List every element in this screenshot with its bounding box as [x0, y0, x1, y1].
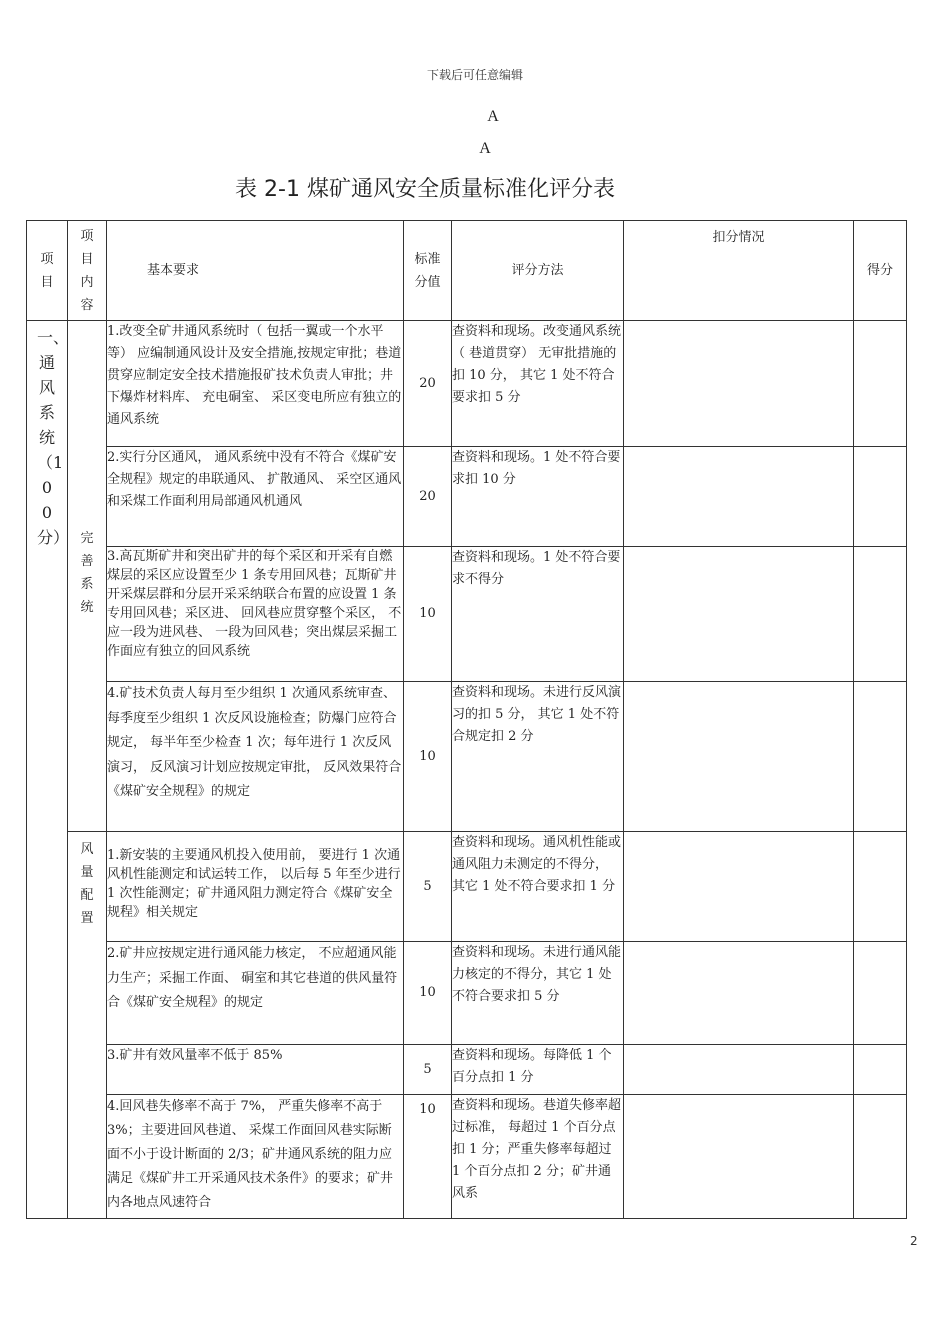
table-row — [27, 1095, 907, 1219]
table-row — [27, 832, 907, 942]
score-cell[interactable] — [854, 547, 907, 682]
header-item: 项目 — [27, 221, 68, 321]
score-cell[interactable] — [854, 1045, 907, 1095]
standard-score-cell: 20 — [404, 447, 452, 547]
deduction-cell[interactable] — [624, 682, 854, 832]
header-standard-score: 标准分值 — [404, 221, 452, 321]
header-note: 下载后可任意编辑 — [426, 68, 523, 82]
standard-score-cell: 5 — [404, 832, 452, 942]
header-deduction: 扣分情况 — [624, 221, 854, 321]
standard-score-cell: 10 — [404, 547, 452, 682]
method-cell: 查资料和现场。每降低 1 个百分点扣 1 分 — [452, 1045, 624, 1095]
standard-score-cell: 5 — [404, 1045, 452, 1095]
requirement-cell: 4.矿技术负责人每月至少组织 1 次通风系统审查、 每季度至少组织 1 次反风设施检查；防爆门应符合规定， 每半年至少检查 1 次；每年进行 1 次反风演习， 反风演习计划应按规定审批， 反风效果符合《煤矿安全规程》的规定 — [107, 682, 404, 832]
group-name-cell: 完善系统 — [68, 321, 107, 832]
requirement-cell: 2.矿井应按规定进行通风能力核定， 不应超通风能力生产；采掘工作面、 硐室和其它巷道的供风量符合《煤矿安全规程》的规定 — [107, 942, 404, 1045]
score-cell[interactable] — [854, 321, 907, 447]
deduction-cell[interactable] — [624, 1095, 854, 1219]
deduction-cell[interactable] — [624, 447, 854, 547]
standard-score-cell: 20 — [404, 321, 452, 447]
requirement-cell: 4.回风巷失修率不高于 7%， 严重失修率不高于 3%；主要进回风巷道、 采煤工作面回风巷实际断面不小于设计断面的 2/3；矿井通风系统的阻力应满足《煤矿井工开采通风技术条件》的要求；矿井内各地点风速符合 — [107, 1095, 404, 1219]
deduction-cell[interactable] — [624, 1045, 854, 1095]
table-row — [27, 321, 907, 447]
header-content: 项目内容 — [68, 221, 107, 321]
table-row — [27, 1045, 907, 1095]
deduction-cell[interactable] — [624, 942, 854, 1045]
score-cell[interactable] — [854, 832, 907, 942]
deduction-cell[interactable] — [624, 832, 854, 942]
requirement-cell: 1.新安装的主要通风机投入使用前， 要进行 1 次通风机性能测定和试运转工作， 以后每 5 年至少进行 1 次性能测定；矿井通风阻力测定符合《煤矿安全规程》相关规定 — [107, 832, 404, 942]
requirement-cell: 3.高瓦斯矿井和突出矿井的每个采区和开采有自燃煤层的采区应设置至少 1 条专用回风巷；瓦斯矿井开采煤层群和分层开采采纳联合布置的应设置 1 条专用回风巷；采区进、 回风巷应贯穿整个采区， 不应一段为进风巷、 一段为回风巷；突出煤层采掘工作面应有独立的回风系统 — [107, 547, 404, 682]
page-number: 2 — [910, 1234, 918, 1248]
table-row — [27, 682, 907, 832]
table-row — [27, 447, 907, 547]
letter-a-1: A — [487, 108, 499, 125]
method-cell: 查资料和现场。通风机性能或通风阻力未测定的不得分， 其它 1 处不符合要求扣 1 分 — [452, 832, 624, 942]
standard-score-cell: 10 — [404, 1095, 452, 1219]
score-cell[interactable] — [854, 1095, 907, 1219]
score-cell[interactable] — [854, 942, 907, 1045]
method-cell: 查资料和现场。巷道失修率超过标准， 每超过 1 个百分点扣 1 分；严重失修率每超过 1 个百分点扣 2 分；矿井通风系 — [452, 1095, 624, 1219]
table-row — [27, 547, 907, 682]
standard-score-cell: 10 — [404, 682, 452, 832]
header-requirement: 基本要求 — [107, 221, 404, 321]
method-cell: 查资料和现场。未进行通风能力核定的不得分，其它 1 处不符合要求扣 5 分 — [452, 942, 624, 1045]
requirement-cell: 2.实行分区通风， 通风系统中没有不符合《煤矿安全规程》规定的串联通风、 扩散通风、 采空区通风和采煤工作面利用局部通风机通风 — [107, 447, 404, 547]
table-row — [27, 942, 907, 1045]
header-score: 得分 — [854, 221, 907, 321]
letter-a-2: A — [479, 140, 491, 157]
requirement-cell: 1.改变全矿井通风系统时（ 包括一翼或一个水平等） 应编制通风设计及安全措施,按规定审批；巷道贯穿应制定安全技术措施报矿技术负责人审批；井下爆炸材料库、 充电硐室、 采区变电所应有独立的通风系统 — [107, 321, 404, 447]
scoring-table — [26, 220, 907, 1219]
method-cell: 查资料和现场。1 处不符合要求扣 10 分 — [452, 447, 624, 547]
deduction-cell[interactable] — [624, 321, 854, 447]
score-cell[interactable] — [854, 447, 907, 547]
method-cell: 查资料和现场。未进行反风演习的扣 5 分， 其它 1 处不符合规定扣 2 分 — [452, 682, 624, 832]
table-header-row — [27, 221, 907, 321]
group-name-cell: 风量配置 — [68, 832, 107, 1219]
item-cell: 一、通风系统（100分） — [27, 321, 68, 1219]
page-title: 表 2-1 煤矿通风安全质量标准化评分表 — [235, 177, 615, 202]
score-cell[interactable] — [854, 682, 907, 832]
requirement-cell: 3.矿井有效风量率不低于 85% — [107, 1045, 404, 1095]
header-method: 评分方法 — [452, 221, 624, 321]
method-cell: 查资料和现场。改变通风系统（ 巷道贯穿） 无审批措施的扣 10 分， 其它 1 处不符合要求扣 5 分 — [452, 321, 624, 447]
deduction-cell[interactable] — [624, 547, 854, 682]
method-cell: 查资料和现场。1 处不符合要求不得分 — [452, 547, 624, 682]
standard-score-cell: 10 — [404, 942, 452, 1045]
